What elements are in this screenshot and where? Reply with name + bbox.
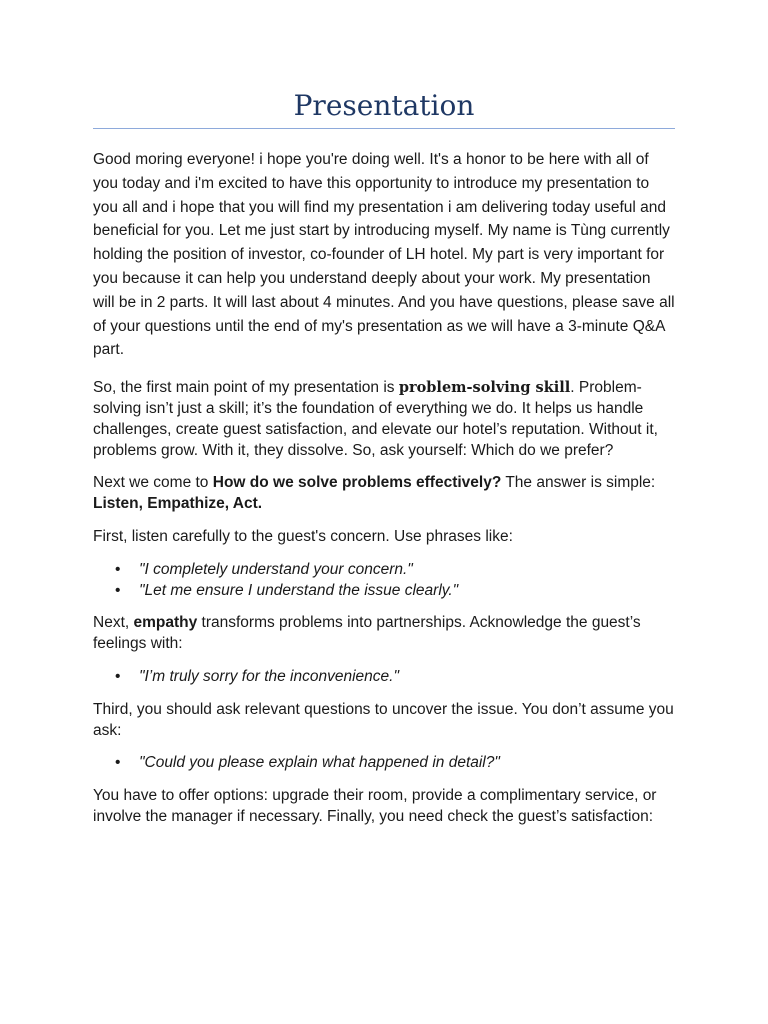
document-body — [93, 148, 675, 840]
list-item: • "I completely understand your concern." — [93, 560, 675, 581]
bold-steps: Listen, Empathize, Act. — [93, 495, 263, 513]
intro-paragraph: Good moring everyone! i hope you're doing well. It's a honor to be here with all of you today and i'm excited to have this opportunity to introduce my presentation to you all and i hope that you will find my presentation i am delivering today useful and beneficial for you. Let me just start by introducing myself. My name is Tùng currently holding the position of investor, co-founder of LH hotel. My part is very important for you because it can help you understand deeply about your work. My presentation will be in 2 parts. It will last about 4 minutes. And you have questions, please save all of your questions until the end of my's presentation as we will have a 3-minute Q&A part. — [93, 151, 675, 359]
document-title: Presentation — [293, 89, 475, 122]
text-run: Next, — [93, 614, 134, 632]
list-item: • "Could you please explain what happened in detail?" — [93, 753, 675, 774]
list-item: • "I’m truly sorry for the inconvenience." — [93, 667, 675, 688]
method-paragraph — [93, 473, 675, 515]
text-run: So, the first main point of my presentation is — [93, 379, 399, 397]
bold-term: problem-solving skill — [398, 379, 571, 397]
question-phrases-list — [93, 753, 675, 774]
questions-paragraph: Third, you should ask relevant questions to uncover the issue. You don’t assume you ask: — [93, 700, 674, 739]
text-run: . Problem-solving isn’t just a skill; it’s the foundation of everything we do. It helps us handle challenges, create guest satisfaction, and elevate our hotel’s reputation. Without it, problems grow. With it, they dissolve. So, ask yourself: Which do we prefer? — [93, 379, 658, 459]
text-run: transforms problems into partnerships. Acknowledge the guest’s feelings with: — [93, 614, 641, 653]
bold-question: How do we solve problems effectively? — [212, 474, 502, 492]
text-run: The answer is simple: — [501, 474, 656, 492]
text-run: Next we come to — [93, 474, 213, 492]
listen-phrases-list — [93, 560, 675, 602]
options-paragraph: You have to offer options: upgrade their room, provide a complimentary service, or involve the manager if necessary. Finally, you need check the guest’s satisfaction: — [93, 787, 657, 825]
list-item: • "Let me ensure I understand the issue clearly." — [93, 581, 675, 602]
listen-paragraph: First, listen carefully to the guest's concern. Use phrases like: — [93, 527, 513, 545]
empathy-phrases-list — [93, 667, 675, 688]
empathy-paragraph — [93, 613, 675, 655]
problem-solving-paragraph — [93, 378, 675, 461]
title-underline — [93, 128, 675, 129]
bold-term: empathy — [133, 614, 198, 632]
